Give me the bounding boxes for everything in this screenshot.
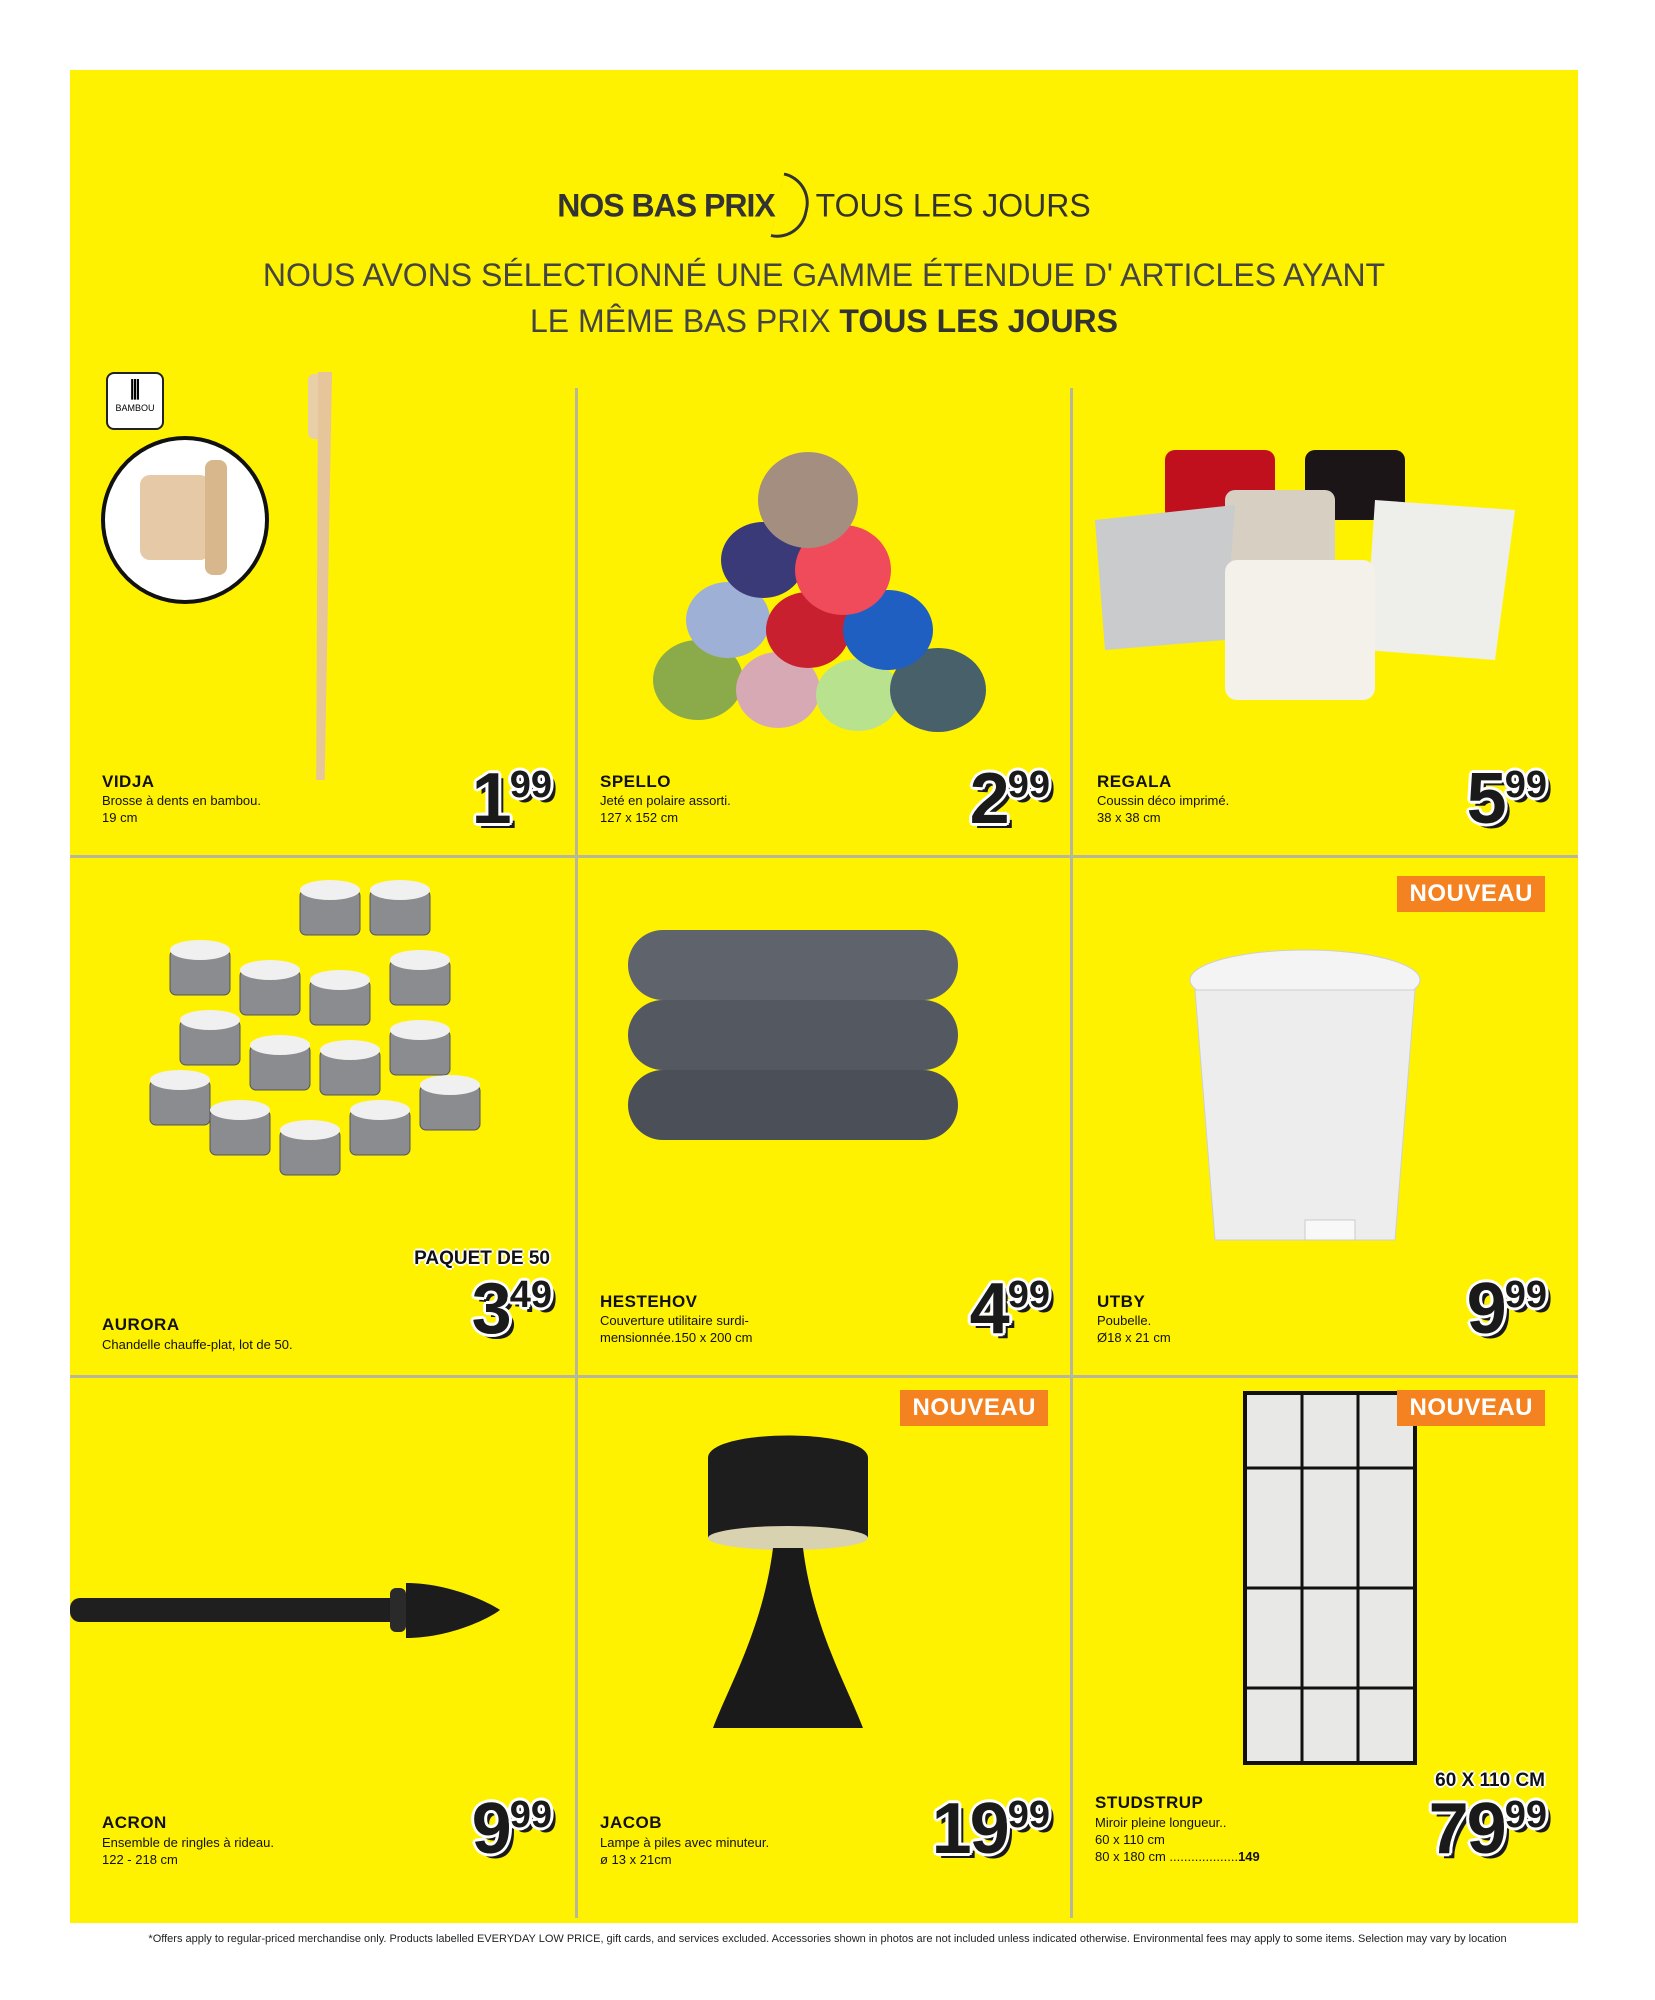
product-price: 999 — [1466, 1269, 1547, 1349]
header — [70, 70, 1578, 370]
product-price: 599 — [1466, 759, 1547, 839]
product-card-acron[interactable] — [80, 1388, 572, 1888]
product-desc: Miroir pleine longueur.. 60 x 110 cm — [1095, 1815, 1227, 1847]
grid-divider — [70, 1375, 1578, 1378]
product-name: UTBY — [1097, 1292, 1146, 1311]
product-card-utby[interactable] — [1075, 870, 1567, 1370]
brand-bold: NOS BAS PRIX — [557, 187, 775, 224]
product-desc: Lampe à piles avec minuteur. ø 13 x 21cm — [600, 1835, 770, 1867]
product-card-aurora[interactable] — [80, 870, 572, 1370]
product-name: STUDSTRUP — [1095, 1793, 1204, 1812]
product-price: 7999 — [1428, 1789, 1547, 1869]
tagline-line2 — [70, 298, 1578, 344]
product-price: 1999 — [931, 1789, 1050, 1869]
product-desc: Ensemble de ringles à rideau. 122 - 218 cm — [102, 1835, 274, 1867]
new-badge: NOUVEAU — [900, 1390, 1048, 1426]
utility-blanket-image — [578, 870, 1070, 1270]
product-name: JACOB — [600, 1813, 663, 1832]
product-card-jacob[interactable] — [578, 1388, 1070, 1888]
tealights-image — [80, 870, 572, 1270]
product-desc: Jeté en polaire assorti. 127 x 152 cm — [600, 793, 731, 825]
product-card-hestehov[interactable] — [578, 870, 1070, 1370]
new-badge: NOUVEAU — [1397, 876, 1545, 912]
product-price: 499 — [969, 1269, 1050, 1349]
product-price: 999 — [471, 1789, 552, 1869]
product-card-vidja[interactable] — [80, 360, 572, 860]
bamboo-icon: ⫼ BAMBOU — [106, 372, 164, 430]
product-desc: Couverture utilitaire surdi- mensionnée.150 x 200 cm — [600, 1313, 753, 1345]
tagline — [70, 252, 1578, 344]
product-desc-extra: 80 x 180 cm ...................149 — [1095, 1849, 1260, 1864]
brand-logo — [70, 175, 1578, 241]
trash-bin-image — [1075, 870, 1567, 1270]
product-name: ACRON — [102, 1813, 167, 1832]
product-price: 299 — [969, 759, 1050, 839]
brand-arc-icon — [770, 172, 814, 243]
curtain-rod-image — [70, 1388, 562, 1788]
product-price: 349 — [471, 1269, 552, 1349]
footnote: *Offers apply to regular-priced merchandise only. Products labelled EVERYDAY LOW PRICE, gift cards, and services excluded. Accessories shown in photos are not included unless indicated otherwise. Environmental fees may apply to some items. Selection may vary by location — [148, 1933, 1507, 1945]
fleece-throws-image — [578, 360, 1070, 780]
bamboo-label: BAMBOU — [115, 403, 155, 413]
table-lamp-image — [578, 1388, 1070, 1788]
product-name: HESTEHOV — [600, 1292, 698, 1311]
tagline-plain: LE MÊME BAS PRIX — [530, 303, 840, 339]
product-name: AURORA — [102, 1315, 180, 1334]
product-card-spello[interactable] — [578, 360, 1070, 860]
flyer-panel — [70, 70, 1578, 1923]
tagline-line1: NOUS AVONS SÉLECTIONNÉ UNE GAMME ÉTENDUE D' ARTICLES AYANT — [262, 257, 1386, 293]
product-desc: Brosse à dents en bambou. 19 cm — [102, 793, 261, 825]
product-card-studstrup[interactable] — [1075, 1388, 1567, 1888]
tagline-bold: TOUS LES JOURS — [839, 303, 1118, 339]
product-desc: Chandelle chauffe-plat, lot de 50. — [102, 1337, 293, 1352]
toothbrush-image — [80, 360, 572, 780]
product-name: SPELLO — [600, 772, 672, 791]
size-label: 60 X 110 CM — [1435, 1770, 1545, 1791]
mirror-image — [1075, 1388, 1567, 1788]
product-desc: Poubelle. Ø18 x 21 cm — [1097, 1313, 1171, 1345]
cushions-image — [1075, 360, 1567, 780]
brand-rest: TOUS LES JOURS — [815, 187, 1091, 224]
product-price: 199 — [471, 759, 552, 839]
product-name: VIDJA — [102, 772, 155, 791]
pack-size-label: PAQUET DE 50 — [414, 1248, 550, 1269]
product-desc: Coussin déco imprimé. 38 x 38 cm — [1097, 793, 1230, 825]
new-badge: NOUVEAU — [1397, 1390, 1545, 1426]
product-card-regala[interactable] — [1075, 360, 1567, 860]
grid-divider — [1070, 388, 1073, 1918]
product-name: REGALA — [1097, 772, 1172, 791]
